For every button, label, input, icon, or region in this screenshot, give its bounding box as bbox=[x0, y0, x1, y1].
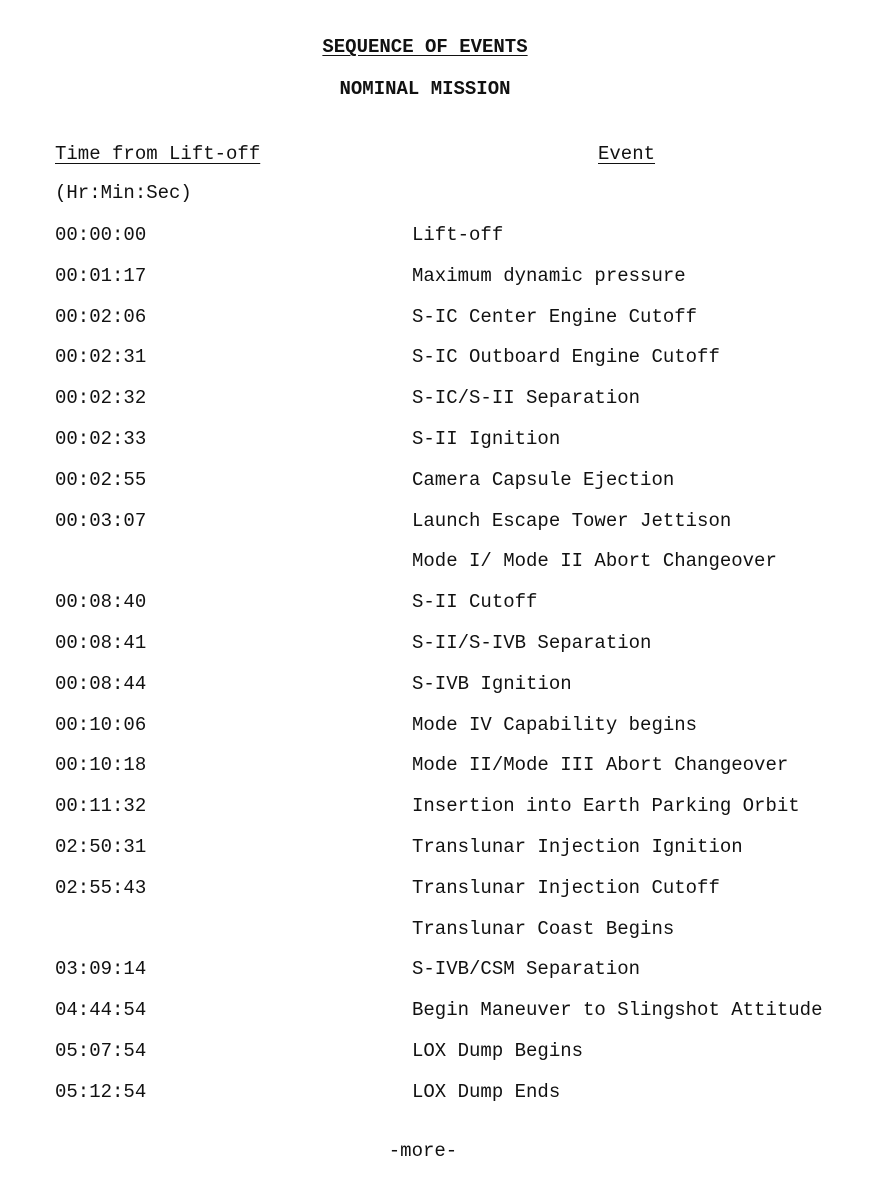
event-time: 05:12:54 bbox=[55, 1080, 147, 1103]
time-column-header: Time from Lift-off bbox=[55, 143, 261, 165]
event-time: 00:10:06 bbox=[55, 713, 147, 736]
table-row bbox=[0, 306, 896, 347]
event-time: 02:50:31 bbox=[55, 835, 147, 858]
event-description: S-II/S-IVB Separation bbox=[412, 631, 652, 654]
events-table bbox=[0, 224, 896, 1122]
event-time: 00:00:00 bbox=[55, 224, 147, 246]
table-row bbox=[0, 428, 896, 469]
table-row bbox=[0, 1081, 896, 1122]
table-row bbox=[0, 265, 896, 306]
table-row bbox=[0, 387, 896, 428]
event-description: S-IC/S-II Separation bbox=[412, 387, 641, 410]
event-description: Begin Maneuver to Slingshot Attitude bbox=[412, 999, 823, 1022]
event-description: Insertion into Earth Parking Orbit bbox=[412, 795, 800, 818]
table-row bbox=[0, 754, 896, 795]
table-row bbox=[0, 836, 896, 877]
event-time: 02:55:43 bbox=[55, 876, 147, 899]
event-description: LOX Dump Begins bbox=[412, 1039, 584, 1062]
event-time: 03:09:14 bbox=[55, 958, 147, 981]
table-row bbox=[0, 632, 896, 673]
event-time: 00:11:32 bbox=[55, 795, 147, 818]
document-title: SEQUENCE OF EVENTS bbox=[322, 36, 528, 58]
event-description: Translunar Coast Begins bbox=[412, 917, 675, 940]
event-column-header: Event bbox=[598, 143, 656, 165]
event-time: 00:08:41 bbox=[55, 631, 147, 654]
event-description: Camera Capsule Ejection bbox=[412, 468, 675, 491]
event-description: Translunar Injection Cutoff bbox=[412, 876, 720, 899]
table-row bbox=[0, 795, 896, 836]
table-row bbox=[0, 550, 896, 591]
document-subtitle: NOMINAL MISSION bbox=[339, 78, 511, 100]
event-time: 05:07:54 bbox=[55, 1039, 147, 1062]
table-row bbox=[0, 224, 896, 265]
event-description: S-II Cutoff bbox=[412, 591, 538, 614]
event-time: 00:02:32 bbox=[55, 387, 147, 410]
event-time: 00:02:33 bbox=[55, 427, 147, 450]
table-row bbox=[0, 469, 896, 510]
table-row bbox=[0, 673, 896, 714]
event-time: 00:03:07 bbox=[55, 509, 147, 532]
event-time: 00:01:17 bbox=[55, 264, 147, 287]
event-description: Mode IV Capability begins bbox=[412, 713, 698, 736]
event-time: 00:08:44 bbox=[55, 672, 147, 695]
event-description: S-IVB/CSM Separation bbox=[412, 958, 641, 981]
table-row bbox=[0, 510, 896, 551]
table-row bbox=[0, 714, 896, 755]
event-description: Mode II/Mode III Abort Changeover bbox=[412, 754, 789, 777]
event-description: Mode I/ Mode II Abort Changeover bbox=[412, 550, 777, 573]
event-description: S-IC Center Engine Cutoff bbox=[412, 305, 698, 328]
event-description: S-IVB Ignition bbox=[412, 672, 572, 695]
event-time: 00:02:31 bbox=[55, 346, 147, 369]
table-row bbox=[0, 591, 896, 632]
event-time: 00:02:55 bbox=[55, 468, 147, 491]
event-time: 04:44:54 bbox=[55, 999, 147, 1022]
table-row bbox=[0, 958, 896, 999]
event-description: Maximum dynamic pressure bbox=[412, 264, 686, 287]
table-row bbox=[0, 346, 896, 387]
event-description: LOX Dump Ends bbox=[412, 1080, 561, 1103]
event-time: 00:02:06 bbox=[55, 305, 147, 328]
table-row bbox=[0, 877, 896, 918]
event-description: Lift-off bbox=[412, 224, 504, 246]
table-row bbox=[0, 918, 896, 959]
event-description: Launch Escape Tower Jettison bbox=[412, 509, 732, 532]
event-time: 00:10:18 bbox=[55, 754, 147, 777]
table-row bbox=[0, 999, 896, 1040]
event-description: S-IC Outboard Engine Cutoff bbox=[412, 346, 720, 369]
event-description: S-II Ignition bbox=[412, 427, 561, 450]
event-time: 00:08:40 bbox=[55, 591, 147, 614]
page-footer: -more- bbox=[388, 1140, 458, 1162]
event-description: Translunar Injection Ignition bbox=[412, 835, 743, 858]
time-units-label: (Hr:Min:Sec) bbox=[55, 182, 192, 204]
table-row bbox=[0, 1040, 896, 1081]
